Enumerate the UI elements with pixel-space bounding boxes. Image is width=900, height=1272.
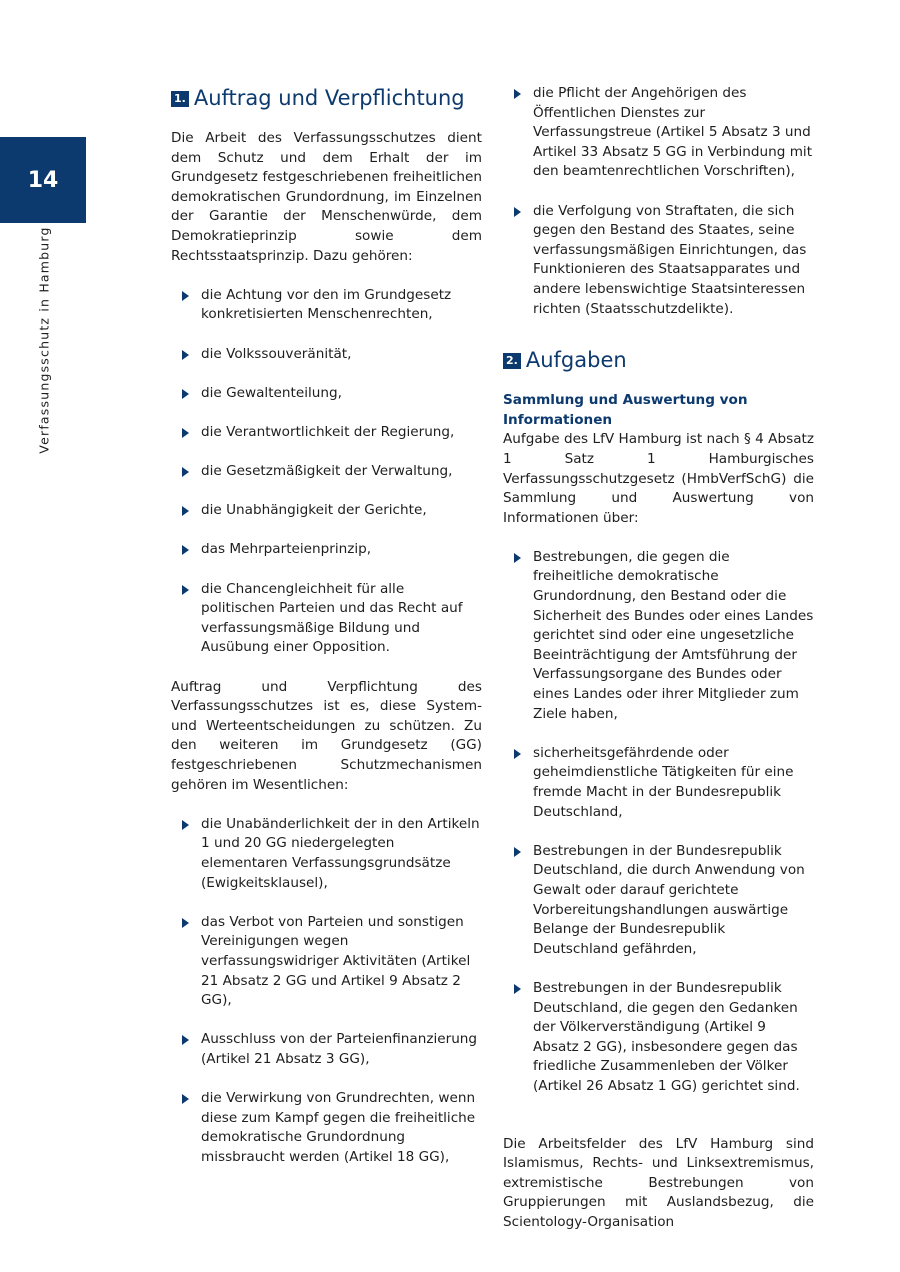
triangle-bullet-icon: [514, 984, 521, 994]
triangle-bullet-icon: [182, 350, 189, 360]
page-number: 14: [27, 167, 59, 193]
list-item: Bestrebungen in der Bundesrepublik Deutschland, die durch Anwendung von Gewalt oder darauf gerichtete Vorbereitungshandlungen auswärtige Belange der Bundesrepublik Deutschland gefährden,: [503, 842, 814, 960]
list-item: die Volkssouveränität,: [171, 345, 482, 365]
list-item: Bestrebungen in der Bundesrepublik Deutschland, die gegen den Gedanken der Völkerverständigung (Artikel 9 Absatz 2 GG), insbesondere gegen das friedliche Zusammenleben der Völker (Artikel 26 Absatz 1 GG) gerichtet sind.: [503, 979, 814, 1097]
side-title: Verfassungsschutz in Hamburg: [36, 226, 52, 454]
list-item: die Achtung vor den im Grundgesetz konkretisierten Menschenrechten,: [171, 286, 482, 325]
triangle-bullet-icon: [182, 585, 189, 595]
triangle-bullet-icon: [514, 89, 521, 99]
triangle-bullet-icon: [182, 389, 189, 399]
list-item: die Verantwortlichkeit der Regierung,: [171, 423, 482, 443]
section-2-title: Aufgaben: [525, 348, 627, 373]
triangle-bullet-icon: [182, 820, 189, 830]
section-1-heading: [171, 84, 482, 112]
section-2-subheading: Sammlung und Auswertung von Informationen: [503, 392, 748, 428]
list-item: Ausschluss von der Parteienfinanzierung (Artikel 21 Absatz 3 GG),: [171, 1030, 482, 1069]
list-item: die Gesetzmäßigkeit der Verwaltung,: [171, 462, 482, 482]
list-item: das Mehrparteienprinzip,: [171, 540, 482, 560]
list-item: die Unabänderlichkeit der in den Artikeln 1 und 20 GG niedergelegten elementaren Verfassungsgrundsätze (Ewigkeitsklausel),: [171, 815, 482, 893]
triangle-bullet-icon: [182, 467, 189, 477]
list-item: die Chancengleichheit für alle politischen Parteien und das Recht auf verfassungsmäßige Bildung und Ausübung einer Opposition.: [171, 580, 482, 658]
list-item: sicherheitsgefährdende oder geheimdienstliche Tätigkeiten für eine fremde Macht in der Bundesrepublik Deutschland,: [503, 744, 814, 822]
triangle-bullet-icon: [514, 207, 521, 217]
list-item: die Verfolgung von Straftaten, die sich gegen den Bestand des Staates, seine verfassungsmäßigen Einrichtungen, das Funktionieren des Staatsapparates und andere lebenswichtige Staatsinteressen richten (Staatsschutzdelikte).: [503, 202, 814, 320]
triangle-bullet-icon: [182, 918, 189, 928]
section-1-paragraph-2: Auftrag und Verpflichtung des Verfassungsschutzes ist es, diese System- und Werteentscheidungen zu schützen. Zu den weiteren im Grundgesetz (GG) festgeschriebenen Schutzmechanismen gehören im Wesentlichen:: [171, 678, 482, 793]
triangle-bullet-icon: [182, 1035, 189, 1045]
mechanisms-list-right: [503, 84, 814, 319]
triangle-bullet-icon: [514, 847, 521, 857]
triangle-bullet-icon: [182, 506, 189, 516]
section-1-title: Auftrag und Verpflichtung: [193, 86, 465, 110]
list-item: das Verbot von Parteien und sonstigen Vereinigungen wegen verfassungswidriger Aktivitäten (Artikel 21 Absatz 2 GG und Artikel 9 Absatz 2 GG),: [171, 913, 482, 1011]
list-item: die Gewaltenteilung,: [171, 384, 482, 404]
page-number-tab: [0, 137, 86, 223]
section-2-number: 2.: [503, 353, 521, 369]
list-item: die Verwirkung von Grundrechten, wenn diese zum Kampf gegen die freiheitliche demokratische Grundordnung missbraucht werden (Artikel 18 GG),: [171, 1089, 482, 1167]
triangle-bullet-icon: [182, 428, 189, 438]
triangle-bullet-icon: [514, 749, 521, 759]
triangle-bullet-icon: [514, 553, 521, 563]
triangle-bullet-icon: [182, 291, 189, 301]
section-1-intro: Die Arbeit des Verfassungsschutzes dient dem Schutz und dem Erhalt der im Grundgesetz festgeschriebenen freiheitlichen demokratischen Grundordnung, im Einzelnen der Garantie der Menschenwürde, dem Demokratieprinzip sowie dem Rechtsstaatsprinzip. Dazu gehören:: [171, 130, 482, 264]
section-2-heading: [503, 346, 814, 374]
triangle-bullet-icon: [182, 545, 189, 555]
list-item: die Unabhängigkeit der Gerichte,: [171, 501, 482, 521]
tasks-list: [503, 548, 814, 1097]
section-1-number: 1.: [171, 91, 189, 107]
list-item: Bestrebungen, die gegen die freiheitliche demokratische Grundordnung, den Bestand oder die Sicherheit des Bundes oder eines Landes gerichtet sind oder eine ungesetzliche Beeinträchtigung der Amtsführung der Verfassungsorgane des Bundes oder eines Landes oder ihrer Mitglieder zum Ziele haben,: [503, 548, 814, 724]
triangle-bullet-icon: [182, 1094, 189, 1104]
left-column: [171, 84, 482, 1187]
right-column: [503, 84, 814, 1252]
section-2-closing: Die Arbeitsfelder des LfV Hamburg sind Islamismus, Rechts- und Linksextremismus, extremistische Bestrebungen von Gruppierungen mit Auslandsbezug, die Scientology-Organisation: [503, 1135, 814, 1230]
list-item: die Pflicht der Angehörigen des Öffentlichen Dienstes zur Verfassungstreue (Artikel 5 Absatz 3 und Artikel 33 Absatz 5 GG in Verbindung mit den beamtenrechtlichen Vorschriften),: [503, 84, 814, 182]
mechanisms-list-left: [171, 815, 482, 1168]
principles-list: [171, 286, 482, 658]
section-2-intro: Aufgabe des LfV Hamburg ist nach § 4 Absatz 1 Satz 1 Hamburgisches Verfassungsschutzgesetz (HmbVerfSchG) die Sammlung und Auswertung von Informationen über:: [503, 431, 814, 526]
